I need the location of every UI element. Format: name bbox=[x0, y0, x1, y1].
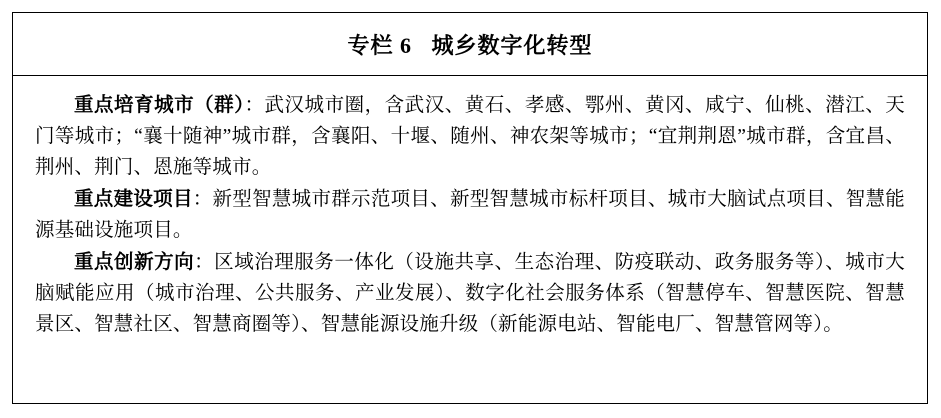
page-title: 专栏 6 城乡数字化转型 bbox=[347, 32, 593, 58]
paragraph-lead-label: 重点培育城市（群） bbox=[74, 95, 245, 116]
feature-box bbox=[12, 12, 928, 404]
paragraph-innovation-directions bbox=[35, 247, 905, 340]
paragraph-cultivated-cities bbox=[35, 90, 905, 183]
feature-box-body bbox=[13, 76, 927, 340]
paragraph-text: ：新型智慧城市群示范项目、新型智慧城市标杆项目、城市大脑试点项目、智慧能源基础设施项目。 bbox=[35, 189, 906, 241]
feature-box-header bbox=[13, 13, 927, 76]
paragraph-key-projects bbox=[35, 184, 905, 246]
paragraph-text: ：武汉城市圈，含武汉、黄石、孝感、鄂州、黄冈、咸宁、仙桃、潜江、天门等城市；“襄十随神”城市群，含襄阳、十堰、随州、神农架等城市；“宜荆荆恩”城市群，含宜昌、荆州、荆门、恩施等城市。 bbox=[35, 95, 905, 178]
paragraph-lead-label: 重点创新方向 bbox=[74, 252, 195, 273]
paragraph-text: ：区域治理服务一体化（设施共享、生态治理、防疫联动、政务服务等）、城市大脑赋能应用（城市治理、公共服务、产业发展）、数字化社会服务体系（智慧停车、智慧医院、智慧景区、智慧社区、智慧商圈等）、智慧能源设施升级（新能源电站、智能电厂、智慧管网等）。 bbox=[35, 252, 905, 335]
paragraph-lead-label: 重点建设项目 bbox=[74, 189, 193, 210]
